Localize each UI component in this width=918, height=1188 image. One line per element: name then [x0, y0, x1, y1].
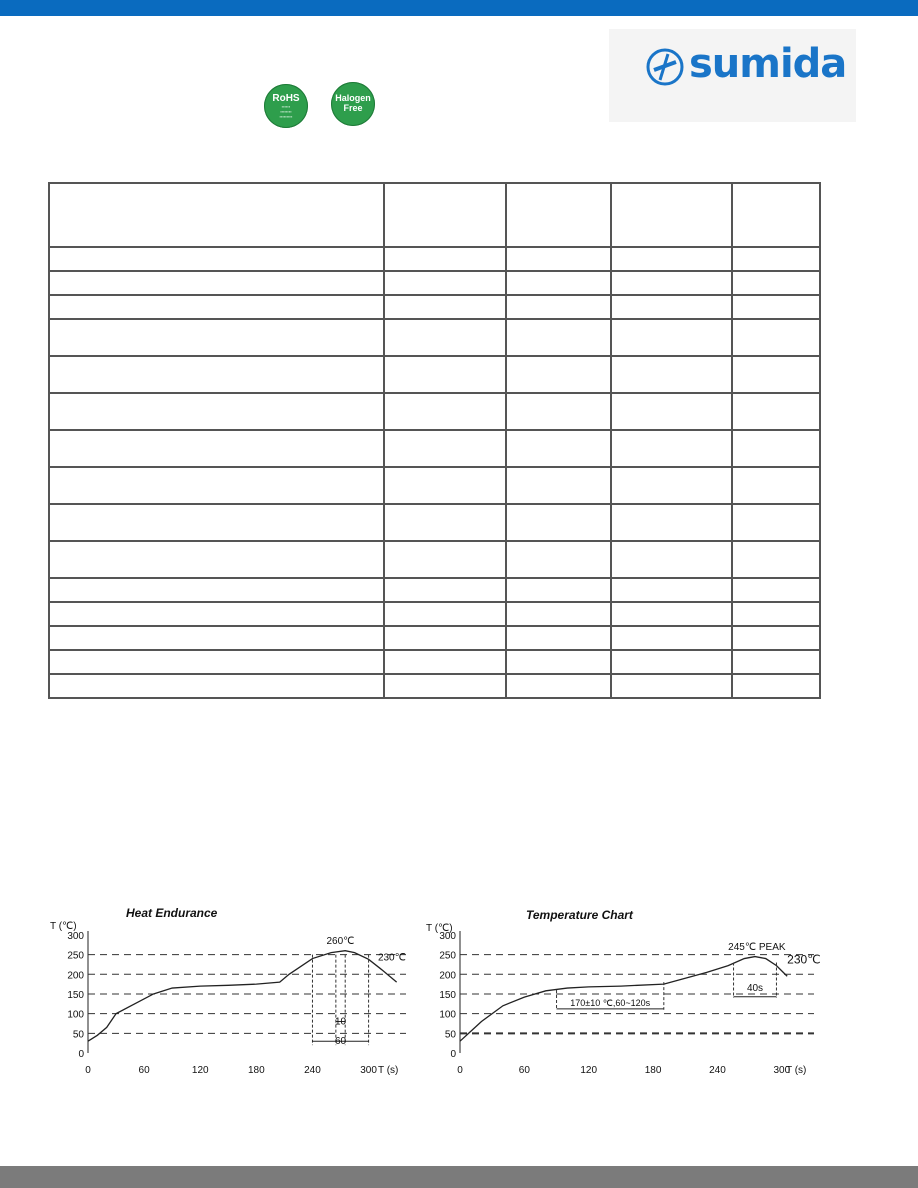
footer-bar	[0, 1166, 918, 1188]
x-tick-label: 240	[709, 1065, 726, 1076]
y-tick-label: 0	[78, 1049, 84, 1060]
x-tick-label: 60	[518, 1065, 530, 1076]
series-line	[88, 951, 397, 1042]
hold-annotation: 230℃	[787, 952, 821, 967]
brand-logo	[609, 29, 856, 122]
header-cell	[506, 183, 611, 247]
x-tick-label: 0	[85, 1065, 91, 1076]
table-row	[49, 626, 820, 650]
table-row	[49, 504, 820, 541]
table-row	[49, 674, 820, 698]
y-tick-label: 50	[72, 1029, 84, 1041]
y-tick-label: 50	[444, 1029, 456, 1041]
spec-table	[48, 182, 821, 699]
table-row	[49, 602, 820, 626]
table-row	[49, 271, 820, 295]
outer-window-label: 60	[334, 1036, 347, 1048]
x-tick-label: 120	[191, 1065, 209, 1076]
rohs-badge-icon	[264, 84, 308, 128]
table-header-row	[49, 183, 820, 247]
header-bar	[0, 0, 918, 16]
x-tick-label: 300	[360, 1065, 377, 1076]
table-row	[49, 541, 820, 578]
peak-annotation: 245℃ PEAK	[728, 941, 786, 953]
window-label: 40s	[746, 982, 764, 994]
x-axis-label: T (s)	[786, 1065, 807, 1076]
sumida-logo-icon	[646, 48, 684, 86]
inner-window-label: 10	[334, 1016, 347, 1028]
peak-annotation: 260℃	[326, 935, 355, 947]
y-tick-label: 100	[67, 1009, 84, 1021]
y-tick-label: 0	[450, 1049, 456, 1060]
x-tick-label: 60	[138, 1065, 150, 1076]
x-axis-label: T (s)	[378, 1065, 399, 1076]
preheat-label: 170±10 ℃,60~120s	[570, 997, 651, 1008]
table-row	[49, 578, 820, 602]
table-row	[49, 393, 820, 430]
halogen-label: Halogen	[335, 93, 371, 103]
table-row	[49, 295, 820, 319]
y-tick-label: 250	[67, 950, 84, 962]
table-row	[49, 650, 820, 674]
y-tick-label: 100	[439, 1009, 456, 1021]
y-tick-label: 300	[439, 930, 456, 942]
table-row	[49, 467, 820, 504]
rohs-label: RoHS	[272, 93, 300, 104]
table-row	[49, 319, 820, 356]
x-tick-label: 180	[644, 1065, 662, 1076]
x-tick-label: 120	[580, 1065, 598, 1076]
hold-annotation: 230℃	[377, 952, 406, 964]
table-row	[49, 247, 820, 271]
y-axis-label: T (℃)	[426, 923, 453, 934]
header-cell	[611, 183, 732, 247]
y-tick-label: 150	[439, 989, 456, 1001]
x-tick-label: 180	[248, 1065, 265, 1076]
y-tick-label: 150	[67, 989, 84, 1001]
chart-title: Heat Endurance	[126, 906, 218, 920]
x-tick-label: 240	[304, 1065, 321, 1076]
rohs-fineprint: ▪▪▪▪▪▪ ▪▪▪▪▪▪▪▪ ▪▪▪▪▪▪▪▪▪	[279, 104, 293, 119]
header-cell	[384, 183, 506, 247]
table-row	[49, 430, 820, 467]
x-tick-label: 300	[773, 1065, 791, 1076]
table-row	[49, 356, 820, 393]
halogen-free-badge-icon	[331, 82, 375, 126]
header-cell	[49, 183, 384, 247]
y-tick-label: 200	[439, 970, 456, 982]
x-tick-label: 0	[457, 1065, 463, 1076]
chart-title: Temperature Chart	[526, 908, 633, 922]
heat-endurance-chart	[46, 903, 416, 1083]
free-label: Free	[343, 103, 363, 113]
brand-name: sumida	[689, 41, 847, 87]
y-tick-label: 200	[67, 970, 84, 982]
y-tick-label: 300	[67, 930, 84, 942]
y-tick-label: 250	[439, 950, 456, 962]
header-cell	[732, 183, 820, 247]
y-axis-label: T (℃)	[50, 921, 77, 932]
temperature-chart	[422, 905, 832, 1085]
